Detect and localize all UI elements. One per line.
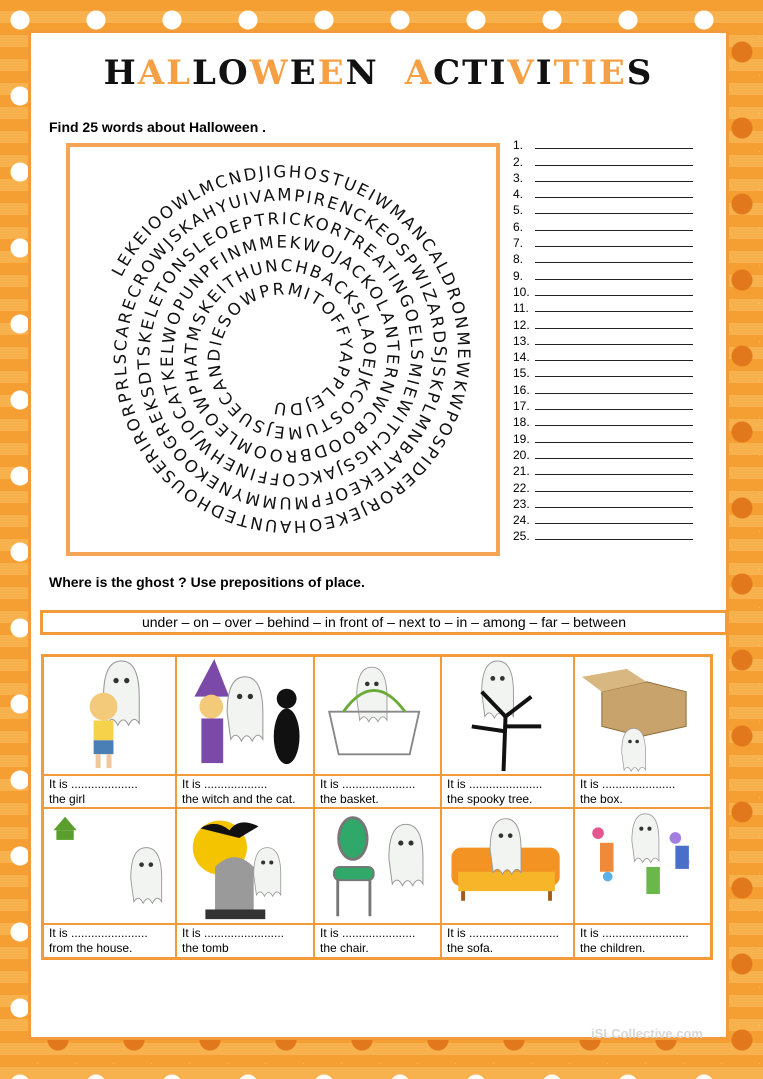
answer-blank[interactable]: [535, 181, 693, 182]
answer-number: 25.: [513, 529, 530, 544]
answer-blank[interactable]: [535, 539, 693, 540]
title-letter: E: [598, 53, 627, 93]
title-letter: T: [462, 53, 490, 93]
sentence-blank[interactable]: It is ......................: [320, 926, 416, 940]
sentence-blank[interactable]: It is .......................: [49, 926, 148, 940]
answer-number: 20.: [513, 447, 530, 462]
picture-sofa: [441, 808, 574, 924]
sentence-cell[interactable]: [314, 924, 441, 958]
sentence-object: the box.: [580, 792, 623, 806]
ghost-scene-illustration: [177, 657, 313, 774]
answer-line[interactable]: [513, 185, 693, 201]
title-letter: I: [580, 53, 599, 93]
answer-line[interactable]: [513, 527, 693, 543]
sentence-object: the sofa.: [447, 941, 494, 955]
answer-line[interactable]: [513, 250, 693, 266]
sentence-blank[interactable]: It is ......................: [580, 777, 676, 791]
answer-number: 3.: [513, 170, 524, 185]
answer-blank[interactable]: [535, 197, 693, 198]
answer-line[interactable]: [513, 446, 693, 462]
answer-blank[interactable]: [535, 474, 693, 475]
spiral-text: LEKEIOOWLMCNDJIGHOSTUEIWMANCALDRONMEWKWPOSPIDERORJEKEOHAUNTEDHOUSERIRORPRLSCARECROWJSKAHYUIVAMPIRENCKEOSPWIZARDSJSKPLMNBATEKEOFPMUMMYNEKOOGREKSDTSKELETONSLEOEPTRICKORTREATINGOELSMIEWITCHGSJAKCOFFINEHWJOCATKELWOPUNPFINMMEKWOJACKOLANTERNWCBOODBROOMLEOWPHATMSKEITHUNCHBACKSLAOEJKCOSTUMEJSUECANDIESOWPRMITOFFYAPPLEJDU: [108, 162, 473, 537]
sentence-object: from the house.: [49, 941, 133, 955]
answer-line[interactable]: [513, 380, 693, 396]
picture-children: [574, 808, 711, 924]
answer-line[interactable]: [513, 429, 693, 445]
sentence-object: the tomb: [182, 941, 229, 955]
answer-number: 10.: [513, 284, 530, 299]
ghost-scene-illustration: [575, 809, 710, 923]
answer-blank[interactable]: [535, 376, 693, 377]
title-letter: I: [489, 53, 508, 93]
title-letter: E: [289, 53, 318, 93]
answer-line[interactable]: [513, 234, 693, 250]
sentence-object: the witch and the cat.: [182, 792, 296, 806]
answer-blank[interactable]: [535, 230, 693, 231]
answer-blank[interactable]: [535, 458, 693, 459]
answer-number: 9.: [513, 268, 524, 283]
svg-text:LEKEIOOWLMCNDJIGHOSTUEIWMANCAL: [108, 162, 473, 536]
answer-line[interactable]: [513, 397, 693, 413]
picture-witch-cat: [176, 656, 314, 775]
answer-blank[interactable]: [535, 165, 693, 166]
picture-basket: [314, 656, 441, 775]
spiral-letters: [70, 147, 496, 552]
answer-blank[interactable]: [535, 328, 693, 329]
answer-number: 19.: [513, 431, 530, 446]
answer-blank[interactable]: [535, 311, 693, 312]
sentence-blank[interactable]: It is ...................: [182, 777, 268, 791]
answer-number: 14.: [513, 350, 530, 365]
answer-line[interactable]: [513, 169, 693, 185]
answer-number: 16.: [513, 382, 530, 397]
answer-blank[interactable]: [535, 409, 693, 410]
exercise-grid: [41, 654, 713, 960]
title-letter: A: [404, 53, 434, 93]
answer-blank[interactable]: [535, 148, 693, 149]
worksheet-page: [28, 30, 729, 1040]
title-letter: S: [626, 53, 654, 93]
answer-number: 22.: [513, 480, 530, 495]
picture-tomb: [176, 808, 314, 924]
answer-line[interactable]: [513, 136, 693, 152]
watermark: iSLCollective.com: [591, 1026, 703, 1041]
answer-line[interactable]: [513, 315, 693, 331]
answer-line[interactable]: [513, 152, 693, 168]
answer-number: 1.: [513, 138, 524, 153]
picture-tree: [441, 656, 574, 775]
spiral-wordsearch: [66, 143, 500, 556]
answer-blank[interactable]: [535, 262, 693, 263]
prepositions-instruction: Where is the ghost ? Use prepositions of place.: [49, 574, 365, 590]
answer-blank[interactable]: [535, 213, 693, 214]
sentence-cell[interactable]: [176, 775, 314, 808]
title-letter: C: [433, 53, 463, 93]
answer-number: 24.: [513, 513, 530, 528]
title-letter: A: [137, 53, 167, 93]
answer-number: 12.: [513, 317, 530, 332]
worksheet-title: [41, 53, 716, 93]
sentence-object: the children.: [580, 941, 646, 955]
answer-line[interactable]: [513, 511, 693, 527]
sentence-blank[interactable]: It is ......................: [447, 777, 543, 791]
answer-blank[interactable]: [535, 344, 693, 345]
answer-line[interactable]: [513, 283, 693, 299]
picture-house: [43, 808, 176, 924]
ghost-scene-illustration: [44, 809, 175, 923]
sentence-cell[interactable]: [176, 924, 314, 958]
answer-number: 15.: [513, 366, 530, 381]
ghost-scene-illustration: [315, 657, 440, 774]
sentence-blank[interactable]: It is ....................: [49, 777, 138, 791]
sentence-cell[interactable]: [43, 775, 176, 808]
title-letter: O: [217, 53, 250, 93]
answer-line[interactable]: [513, 332, 693, 348]
answer-number: 7.: [513, 236, 524, 251]
answer-line[interactable]: [513, 348, 693, 364]
sentence-object: the chair.: [320, 941, 369, 955]
answer-line[interactable]: [513, 266, 693, 282]
sentence-object: the basket.: [320, 792, 379, 806]
ghost-scene-illustration: [177, 809, 313, 923]
answer-line[interactable]: [513, 495, 693, 511]
picture-box: [574, 656, 711, 775]
answer-line[interactable]: [513, 478, 693, 494]
title-letter: N: [345, 53, 379, 93]
title-letter: T: [553, 53, 581, 93]
title-letter: H: [103, 53, 138, 93]
ghost-scene-illustration: [315, 809, 440, 923]
answer-line[interactable]: [513, 364, 693, 380]
sentence-blank[interactable]: It is ......................: [320, 777, 416, 791]
sentence-object: the girl: [49, 792, 86, 806]
answer-lines: [513, 136, 693, 543]
sentence-cell[interactable]: [314, 775, 441, 808]
answer-number: 2.: [513, 154, 524, 169]
sentence-object: the spooky tree.: [447, 792, 533, 806]
answer-line[interactable]: [513, 217, 693, 233]
sentence-cell[interactable]: [441, 924, 574, 958]
sentence-cell[interactable]: [574, 775, 711, 808]
title-letter: I: [535, 53, 554, 93]
title-letter: V: [507, 53, 536, 93]
answer-number: 23.: [513, 496, 530, 511]
answer-number: 4.: [513, 187, 524, 202]
sentence-blank[interactable]: It is ........................: [182, 926, 285, 940]
sentence-blank[interactable]: It is ...........................: [447, 926, 560, 940]
ghost-scene-illustration: [442, 809, 573, 923]
title-letter: W: [249, 53, 290, 93]
picture-girl: [43, 656, 176, 775]
answer-line[interactable]: [513, 201, 693, 217]
answer-line[interactable]: [513, 462, 693, 478]
answer-blank[interactable]: [535, 491, 693, 492]
answer-blank[interactable]: [535, 393, 693, 394]
answer-number: 11.: [513, 301, 529, 316]
answer-number: 17.: [513, 399, 530, 414]
answer-blank[interactable]: [535, 246, 693, 247]
answer-number: 8.: [513, 252, 524, 267]
answer-number: 18.: [513, 415, 530, 430]
title-letter: L: [192, 53, 218, 93]
ghost-scene-illustration: [575, 657, 710, 774]
answer-number: 6.: [513, 219, 524, 234]
title-letter: L: [166, 53, 193, 93]
sentence-cell[interactable]: [574, 924, 711, 958]
answer-blank[interactable]: [535, 442, 693, 443]
answer-blank[interactable]: [535, 360, 693, 361]
answer-number: 5.: [513, 203, 524, 218]
ghost-scene-illustration: [442, 657, 573, 774]
answer-line[interactable]: [513, 413, 693, 429]
answer-blank[interactable]: [535, 425, 693, 426]
wordsearch-instruction: Find 25 words about Halloween .: [49, 119, 267, 135]
picture-chair: [314, 808, 441, 924]
word-bank: under – on – over – behind – in front of – next to – in – among – far – between: [40, 610, 728, 635]
answer-blank[interactable]: [535, 279, 693, 280]
answer-number: 13.: [513, 333, 530, 348]
sentence-cell[interactable]: [441, 775, 574, 808]
answer-blank[interactable]: [535, 295, 693, 296]
answer-number: 21.: [513, 464, 530, 479]
ghost-scene-illustration: [44, 657, 175, 774]
answer-blank[interactable]: [535, 507, 693, 508]
answer-blank[interactable]: [535, 523, 693, 524]
title-letter: E: [317, 53, 346, 93]
answer-line[interactable]: [513, 299, 693, 315]
sentence-cell[interactable]: [43, 924, 176, 958]
sentence-blank[interactable]: It is ..........................: [580, 926, 689, 940]
